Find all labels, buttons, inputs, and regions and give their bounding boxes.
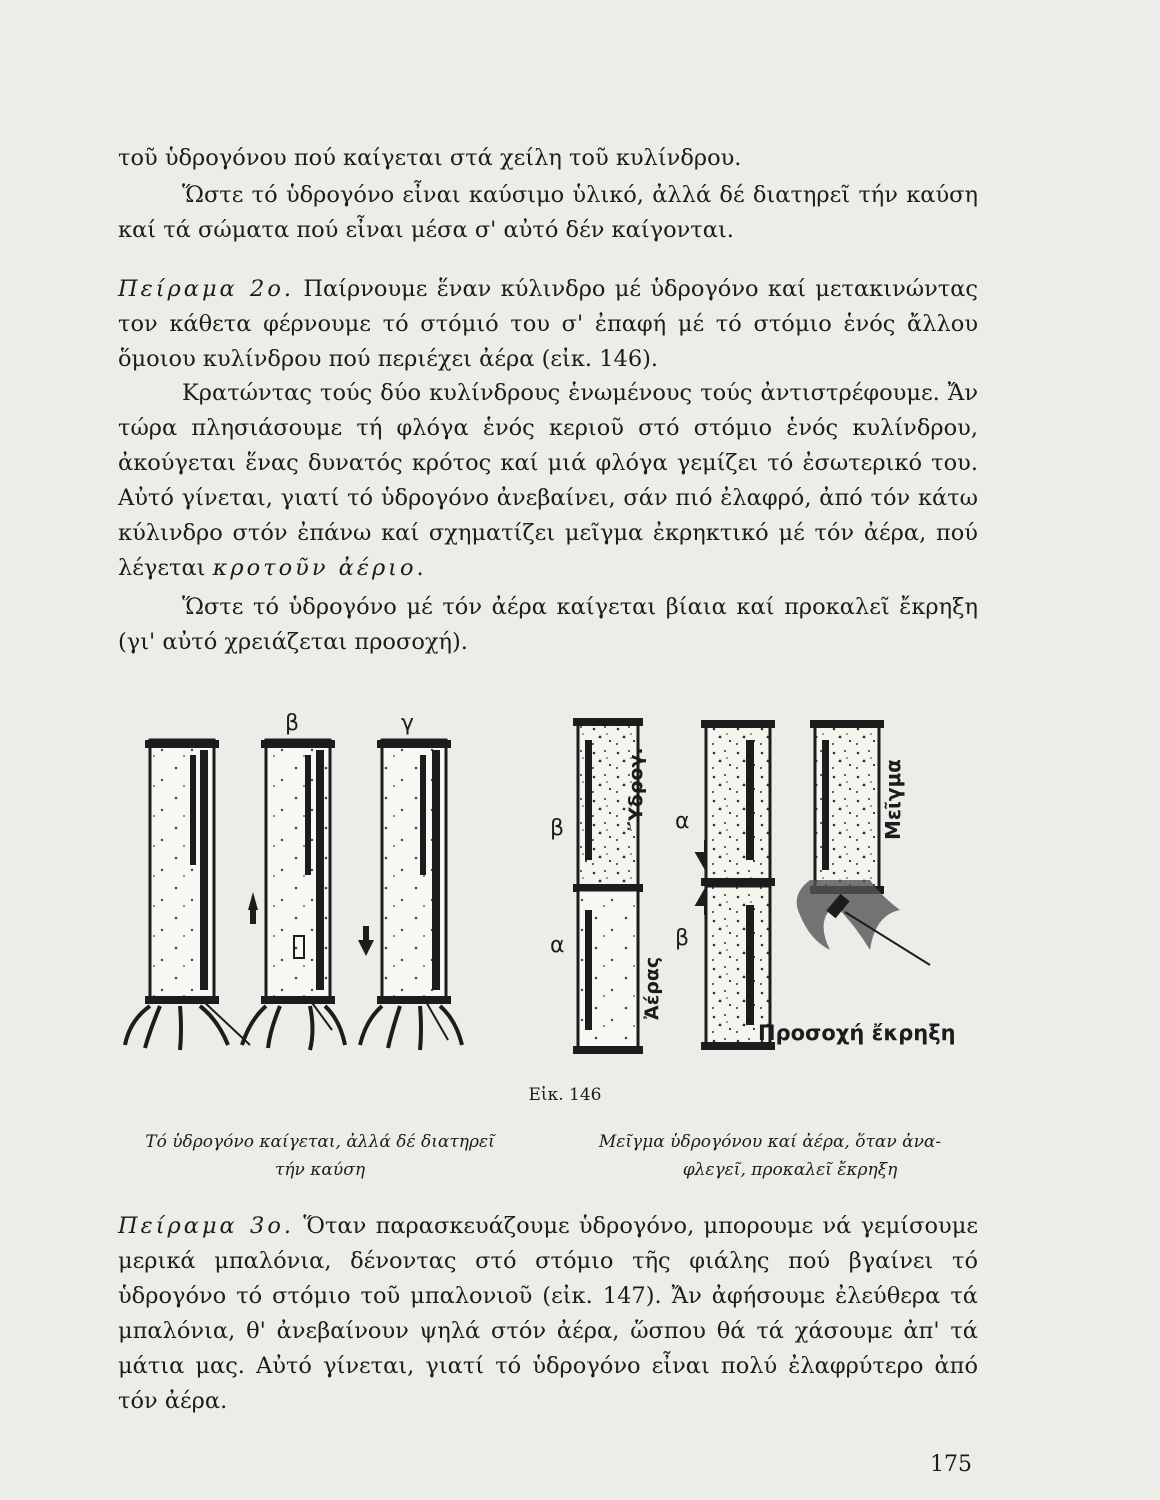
term-krotoun-aerio: κροτοῦν ἀέριο [212, 555, 417, 581]
left-figure-caption [110, 1128, 530, 1184]
right-caption-line-1: Μεῖγμα ὑδρογόνου καί ἀέρα, ὅταν ἀνα- [598, 1132, 942, 1152]
label-beta-left: β [550, 816, 565, 841]
paragraph-1: τοῦ ὑδρογόνου πού καίγεται στά χείλη τοῦ κυλίνδρου. [118, 145, 742, 171]
paragraph-4-end: . [416, 555, 424, 581]
cylinder-3 [358, 711, 462, 1050]
label-mixture: Μεῖγμα [881, 759, 905, 840]
cylinder-1 [125, 740, 250, 1050]
label-beta-right: β [675, 926, 690, 951]
experiment-3-label: Πείραμα 3ο. [118, 1213, 295, 1239]
paragraph-experiment-3 [118, 1209, 978, 1419]
right-figure-caption [555, 1128, 985, 1184]
right-caption-line-2: φλεγεῖ, προκαλεῖ ἔκρηξη [682, 1160, 898, 1180]
paragraph-5: Ὥστε τό ὑδρογόνο μέ τόν ἀέρα καίγεται βίαια καί προκαλεῖ ἔκρηξη (γι' αὐτό χρειάζεται προσοχή). [118, 594, 978, 655]
page-number: 175 [930, 1452, 972, 1477]
cylinder-explosion [758, 720, 956, 1045]
label-alpha-right: α [675, 809, 690, 834]
cylinder-pair-2 [675, 720, 775, 1050]
paragraph-2: Ὥστε τό ὑδρογόνο εἶναι καύσιμο ὑλικό, ἀλλά δέ διατηρεῖ τήν καύση καί τά σώματα πού εἶναι μέσα σ' αὐτό δέν καίγονται. [118, 182, 978, 243]
cylinder-2 [242, 711, 345, 1050]
left-caption-line-1: Τό ὑδρογόνο καίγεται, ἀλλά δέ διατηρεῖ [145, 1132, 495, 1152]
cylinder-pair-1 [550, 718, 663, 1054]
figure-number: Εἰκ. 146 [528, 1085, 602, 1105]
paragraph-4-text: Κρατώντας τούς δύο κυλίνδρους ἑνωμένους τούς ἀντιστρέφουμε. Ἄν τώρα πλησιάσουμε τή φλόγα ἑνός κεριοῦ στό στόμιο ἑνός κυλίνδρου, ἀκούγεται ἕνας δυνατός κρότος καί μιά φλόγα γεμίζει τό ἐσωτερικό του. Αὐτό γίνεται, γιατί τό ὑδρογόνο ἀνεβαίνει, σάν πιό ἐλαφρό, ἀπό τόν κάτω κύλινδρο στόν ἐπάνω καί σχηματίζει μεῖγμα ἐκρηκτικό μέ τόν ἀέρα, πού λέγεται [118, 380, 978, 581]
paragraph-4 [118, 376, 978, 586]
experiment-3-text: Ὅταν παρασκευάζουμε ὑδρογόνο, μπορουμε νά γεμίσουμε μερικά μπαλόνια, δένοντας στό στόμιο τῆς φιάλης πού βγαίνει τό ὑδρογόνο τό στόμιο τοῦ μπαλονιοῦ (εἰκ. 147). Ἄν ἀφήσουμε ἐλεύθερα τά μπαλόνια, θ' ἀνεβαίνουν ψηλά στόν ἀέρα, ὥσπου θά τά χάσουμε ἀπ' τά μάτια μας. Αὐτό γίνεται, γιατί τό ὑδρογόνο εἶναι πολύ ἐλαφρύτερο ἀπό τόν ἀέρα. [118, 1213, 978, 1414]
label-alpha-left: α [550, 933, 565, 958]
label-hydrogen: Ὕδρογ. [625, 747, 647, 830]
left-caption-line-2: τήν καύση [274, 1160, 366, 1180]
label-warning-explosion: Προσοχή ἔκρηξη [758, 1021, 956, 1045]
label-air: Ἀέρας [641, 956, 663, 1020]
label-gamma: γ [401, 711, 415, 736]
experiment-2-label: Πείραμα 2ο. [118, 276, 295, 302]
experiment-2-text: Παίρνουμε ἕναν κύλινδρο μέ ὑδρογόνο καί μετακινώντας τον κάθετα φέρνουμε τό στόμιό του σ' ἐπαφή μέ τό στόμιο ἑνός ἄλλου ὅμοιου κυλίνδρου πού περιέχει ἀέρα (εἰκ. 146). [118, 276, 979, 372]
paragraph-experiment-2 [118, 272, 978, 377]
label-beta-top: β [285, 711, 300, 736]
figure-146-illustration [110, 700, 990, 1080]
